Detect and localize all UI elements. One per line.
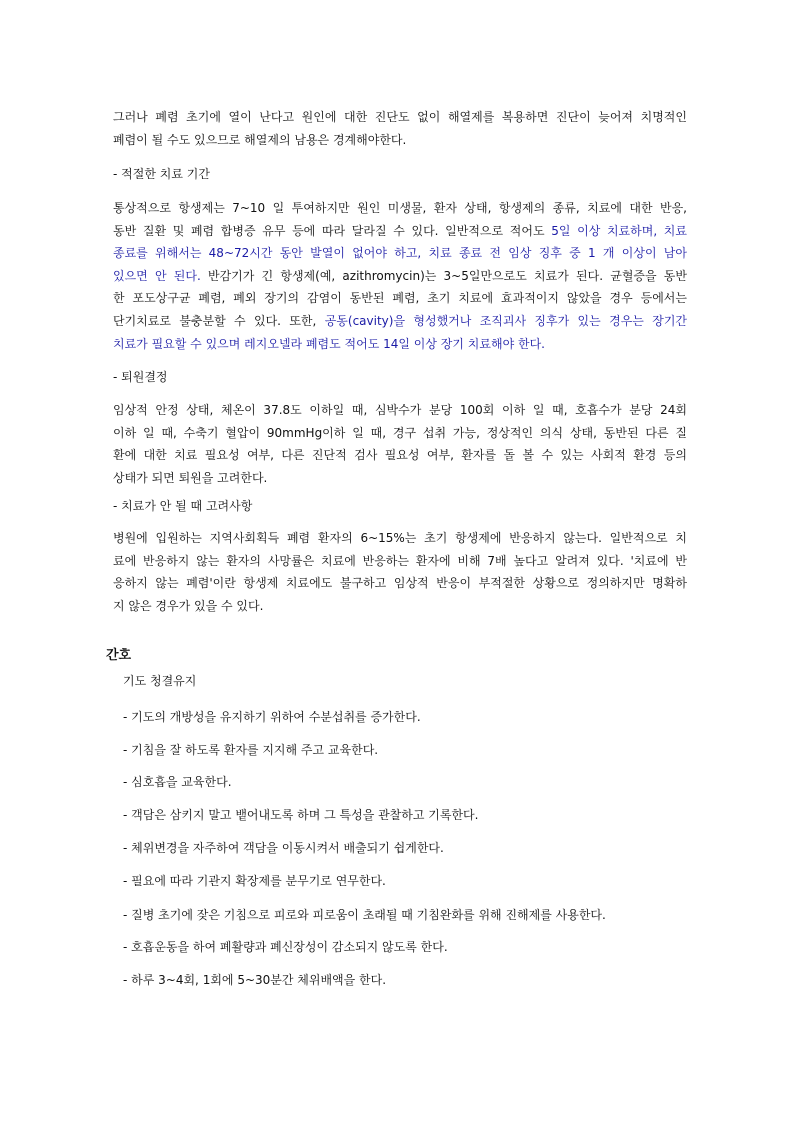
list-item: - 질병 초기에 잦은 기침으로 피로와 피로움이 초래될 때 기침완화를 위해 진해제를 사용한다. <box>123 908 606 922</box>
text-line: 환에 대한 치료 필요성 여부, 다른 진단적 검사 필요성 여부, 환자를 돌 볼 수 있는 사회적 환경 등의 <box>113 448 687 463</box>
text-line: 병원에 입원하는 지역사회획득 폐렴 환자의 6~15%는 초기 항생제에 반응하지 않는다. 일반적으로 치 <box>113 531 687 545</box>
list-item: - 객담은 삼키지 말고 뱉어내도록 하며 그 특성을 관찰하고 기록한다. <box>123 808 479 822</box>
heading-treatment-failure: - 치료가 안 될 때 고려사항 <box>113 499 253 513</box>
list-item: - 필요에 따라 기관지 확장제를 분무기로 연무한다. <box>123 874 386 888</box>
list-item: - 호흡운동을 하여 폐활량과 폐신장성이 감소되지 않도록 한다. <box>123 940 448 954</box>
text-line: 상태가 되면 퇴원을 고려한다. <box>113 470 268 485</box>
paragraph-antipyretic-warning <box>113 106 687 151</box>
text-line: 통상적으로 항생제는 7~10 일 투여하지만 원인 미생물, 환자 상태, 항생제의 종류, 치료에 대한 반응, <box>113 201 687 215</box>
text-line: 그러나 폐렴 초기에 열이 난다고 원인에 대한 진단도 없이 해열제를 복용하면 진단이 늦어져 치명적인 <box>113 110 687 124</box>
text-line: 한 포도상구균 폐렴, 폐외 장기의 감염이 동반된 폐렴, 초기 치료에 효과적이지 않았을 경우 등에서는 <box>113 291 687 306</box>
emphasis-text-line: 종료를 위해서는 48~72시간 동안 발열이 없어야 하고, 치료 종료 전 임상 징후 중 1 개 이상이 남아 <box>113 246 687 261</box>
text-line: 폐렴이 될 수도 있으므로 해열제의 남용은 경계해야한다. <box>113 132 407 147</box>
text-line: 이하 일 때, 수축기 혈압이 90mmHg이하 일 때, 경구 섭취 가능, 정상적인 의식 상태, 동반된 다른 질 <box>113 425 687 440</box>
subheading-airway-clearance: 기도 청결유지 <box>123 674 197 688</box>
text-line <box>113 310 687 333</box>
list-item: - 체위변경을 자주하여 객담을 이동시켜서 배출되기 쉽게한다. <box>123 841 444 855</box>
section-title-nursing: 간호 <box>106 648 132 663</box>
heading-discharge-decision: - 퇴원결정 <box>113 370 168 384</box>
text-line: 응하지 않는 폐렴'이란 항생제 치료에도 불구하고 임상적 반응이 부적절한 상황으로 정의하지만 명확하 <box>113 576 687 591</box>
list-item: - 기도의 개방성을 유지하기 위하여 수분섭취를 증가한다. <box>123 710 421 724</box>
emphasis-text: 공동(cavity)을 형성했거나 조직괴사 징후가 있는 경우는 장기간 <box>324 313 688 328</box>
text-line <box>113 220 687 243</box>
text-segment: 단기치료로 불충분할 수 있다. 또한, <box>113 313 325 328</box>
heading-treatment-duration: - 적절한 치료 기간 <box>113 167 210 181</box>
emphasis-text: 있으면 안 된다. <box>113 268 201 283</box>
list-item: - 심호흡을 교육한다. <box>123 775 232 789</box>
list-item: - 기침을 잘 하도록 환자를 지지해 주고 교육한다. <box>123 743 379 757</box>
text-line <box>113 265 687 288</box>
emphasis-text: 5일 이상 치료하며, 치료 <box>551 223 687 238</box>
text-segment: 동반 질환 및 폐렴 합병증 유무 등에 따라 달라질 수 있다. 일반적으로 적어도 <box>113 223 552 238</box>
list-item: - 하루 3~4회, 1회에 5~30분간 체위배액을 한다. <box>123 973 387 987</box>
paragraph-discharge-decision <box>113 399 687 489</box>
text-line: 지 않은 경우가 있을 수 있다. <box>113 598 264 613</box>
text-line: 임상적 안정 상태, 체온이 37.8도 이하일 때, 심박수가 분당 100회 이하 일 때, 호흡수가 분당 24회 <box>113 403 687 417</box>
paragraph-treatment-failure <box>113 527 687 617</box>
text-line: 료에 반응하지 않는 환자의 사망률은 치료에 반응하는 환자에 비해 7배 높다고 알려져 있다. '치료에 반 <box>113 553 687 568</box>
emphasis-text-line: 치료가 필요할 수 있으며 레지오넬라 폐렴도 적어도 14일 이상 장기 치료해야 한다. <box>113 336 545 351</box>
paragraph-treatment-duration <box>113 197 687 355</box>
text-segment: 반감기가 긴 항생제(예, azithromycin)는 3~5일만으로도 치료가 된다. 균혈증을 동반 <box>200 268 687 283</box>
